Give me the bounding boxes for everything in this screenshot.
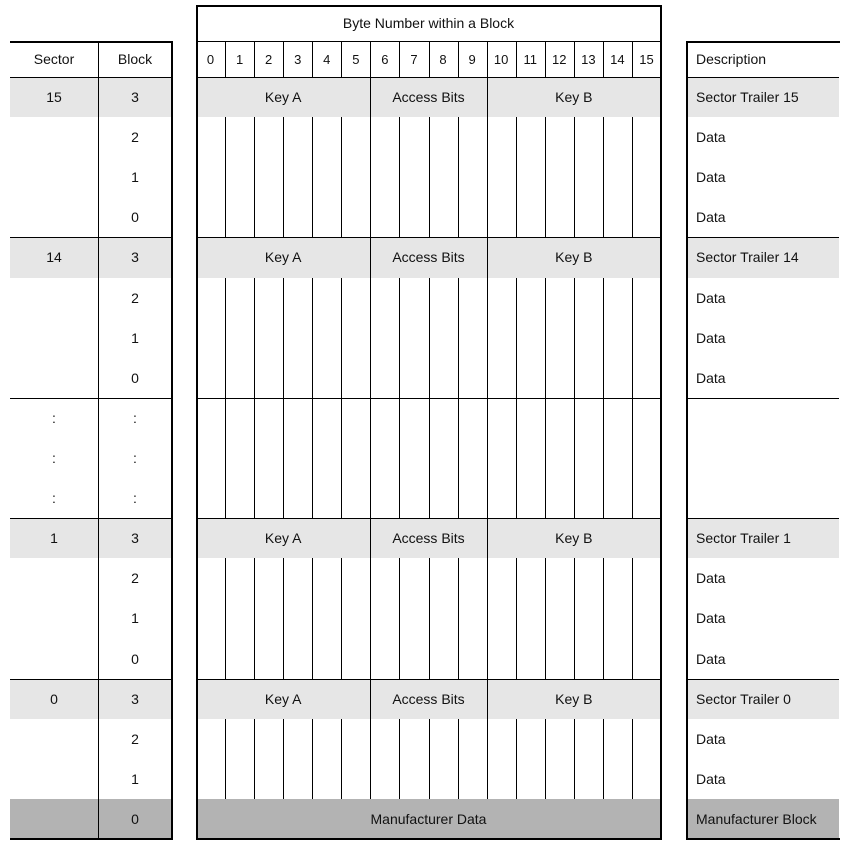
block-number: 1: [131, 329, 139, 346]
description-table-frame: [686, 41, 840, 840]
description-cell: Data: [696, 169, 726, 186]
access-bits-field: Access Bits: [392, 249, 465, 266]
key-a-field: Key A: [264, 249, 302, 266]
key-a-field: Key A: [264, 89, 302, 106]
byte-number-label: 15: [639, 51, 654, 67]
description-cell: Sector Trailer 1: [696, 530, 791, 547]
byte-number-title: Byte Number within a Block: [342, 15, 515, 31]
description-cell: Data: [696, 129, 726, 146]
byte-number-label: 7: [410, 51, 418, 67]
description-cell: Data: [696, 610, 726, 627]
description-cell: Sector Trailer 15: [696, 89, 799, 106]
manufacturer-data-field: Manufacturer Data: [370, 810, 487, 827]
block-number: 0: [131, 369, 139, 386]
block-number: 2: [131, 570, 139, 587]
description-cell: Data: [696, 369, 726, 386]
byte-number-label: 6: [381, 51, 389, 67]
sector-number: 14: [46, 249, 62, 266]
byte-number-label: 12: [552, 51, 567, 67]
block-header: Block: [117, 51, 153, 67]
access-bits-field: Access Bits: [392, 530, 465, 547]
description-cell: Data: [696, 650, 726, 667]
description-cell: Sector Trailer 14: [696, 249, 799, 266]
byte-number-label: 3: [294, 51, 302, 67]
block-number: 3: [131, 89, 139, 106]
byte-number-label: 8: [439, 51, 447, 67]
byte-number-label: 10: [493, 51, 509, 67]
key-b-field: Key B: [555, 89, 593, 106]
sector-number: :: [52, 409, 56, 426]
description-cell: Data: [696, 570, 726, 587]
key-a-field: Key A: [264, 690, 302, 707]
description-cell: Manufacturer Block: [696, 810, 817, 827]
block-number: 3: [131, 530, 139, 547]
block-number: 0: [131, 650, 139, 667]
key-b-field: Key B: [555, 690, 593, 707]
description-cell: Data: [696, 289, 726, 306]
description-cell: Data: [696, 730, 726, 747]
description-cell: Sector Trailer 0: [696, 690, 791, 707]
byte-number-label: 2: [265, 51, 273, 67]
byte-number-label: 11: [523, 51, 537, 67]
sector-number: :: [52, 490, 56, 507]
byte-grid-frame: [196, 5, 662, 840]
access-bits-field: Access Bits: [392, 89, 465, 106]
description-cell: Data: [696, 209, 726, 226]
block-number: 1: [131, 169, 139, 186]
block-number: 1: [131, 610, 139, 627]
key-b-field: Key B: [555, 530, 593, 547]
byte-number-label: 13: [581, 51, 596, 67]
sector-block-table-frame: [10, 41, 173, 840]
sector-header: Sector: [33, 51, 75, 67]
key-b-field: Key B: [555, 249, 593, 266]
block-number: 1: [131, 770, 139, 787]
sector-number: 1: [50, 530, 58, 547]
block-number: 3: [131, 249, 139, 266]
block-number: :: [133, 449, 137, 466]
block-number: 0: [131, 810, 139, 827]
block-number: 3: [131, 690, 139, 707]
byte-number-label: 14: [610, 51, 625, 67]
block-number: 0: [131, 209, 139, 226]
byte-number-label: 1: [235, 51, 244, 67]
block-number: :: [133, 409, 137, 426]
block-number: 2: [131, 129, 139, 146]
block-number: 2: [131, 730, 139, 747]
sector-number: 15: [46, 89, 62, 106]
byte-number-label: 0: [206, 51, 215, 67]
sector-number: 0: [50, 690, 58, 707]
access-bits-field: Access Bits: [392, 690, 465, 707]
description-cell: Data: [696, 329, 726, 346]
sector-number: :: [52, 449, 56, 466]
byte-number-label: 9: [468, 51, 476, 67]
description-cell: Data: [696, 770, 726, 787]
block-number: 2: [131, 289, 139, 306]
byte-number-label: 4: [323, 51, 331, 67]
byte-number-label: 5: [352, 51, 360, 67]
block-number: :: [133, 490, 137, 507]
key-a-field: Key A: [264, 530, 302, 547]
description-header: Description: [696, 51, 767, 67]
